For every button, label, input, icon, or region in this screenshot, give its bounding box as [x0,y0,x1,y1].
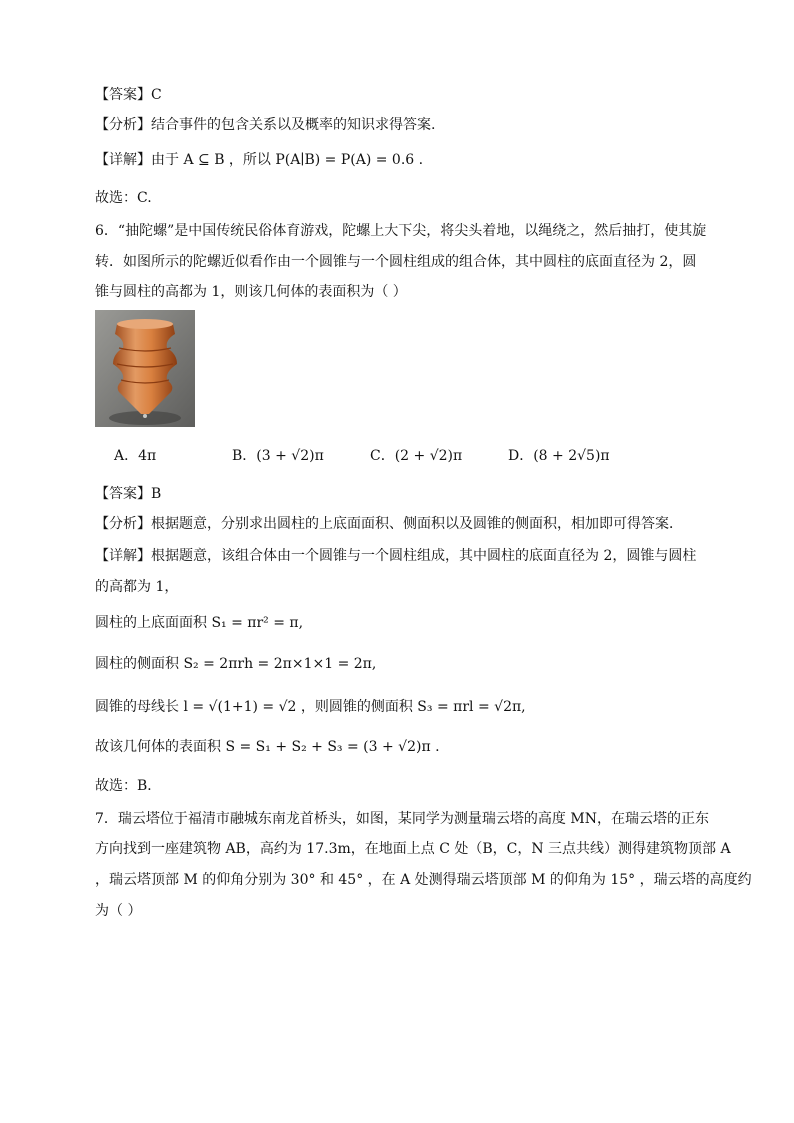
analysis-q6: 【分析】根据题意，分别求出圆柱的上底面面积、侧面积以及圆锥的侧面积，相加即可得答案． [95,516,683,532]
option-a: A．4π [114,448,157,464]
detail-q6-line-2: 的高都为 1， [95,579,179,595]
question-6-options [114,445,704,465]
answer-q6: 【答案】B [95,486,162,502]
option-d: D．(8 + 2√5)π [508,448,610,464]
formula-s1: 圆柱的上底面面积 S₁ = πr² = π, [95,615,304,631]
detail-q6-line-1: 【详解】根据题意，该组合体由一个圆锥与一个圆柱组成，其中圆柱的底面直径为 2，圆锥与圆柱 [95,548,697,564]
formula-s2: 圆柱的侧面积 S₂ = 2πrh = 2π×1×1 = 2π, [95,656,377,672]
formula-s3: 圆锥的母线长 l = √(1+1) = √2 ，则圆锥的侧面积 S₃ = πrl = √2π, [95,699,526,715]
spinning-top-photo [95,310,195,427]
formula-total: 故该几何体的表面积 S = S₁ + S₂ + S₃ = (3 + √2)π . [95,739,440,755]
detail-q5: 【详解】由于 A ⊆ B ，所以 P(A∣B) = P(A) = 0.6 . [95,152,424,168]
question-7-line-2: 方向找到一座建筑物 AB，高约为 17.3m，在地面上点 C 处（B，C，N 三点共线）测得建筑物顶部 A [95,841,731,857]
selection-q6: 故选：B． [95,778,162,794]
question-6-line-1: 6．“抽陀螺”是中国传统民俗体育游戏，陀螺上大下尖，将尖头着地，以绳绕之，然后抽打，使其旋 [95,223,707,239]
option-b: B．(3 + √2)π [232,448,324,464]
analysis-q5: 【分析】结合事件的包含关系以及概率的知识求得答案. [95,117,436,133]
option-c: C．(2 + √2)π [370,448,463,464]
selection-q5: 故选：C. [95,190,152,206]
question-6-line-2: 转．如图所示的陀螺近似看作由一个圆锥与一个圆柱组成的组合体，其中圆柱的底面直径为 2，圆 [95,254,697,270]
question-7-line-1: 7．瑞云塔位于福清市融城东南龙首桥头，如图，某同学为测量瑞云塔的高度 MN，在瑞云塔的正东 [95,811,709,827]
answer-q5: 【答案】C [95,87,162,103]
question-7-line-3: ，瑞云塔顶部 M 的仰角分别为 30° 和 45° ，在 A 处测得瑞云塔顶部 M 的仰角为 15° ，瑞云塔的高度约 [95,872,752,888]
question-7-line-4: 为（ ） [95,903,142,919]
question-6-line-3: 锥与圆柱的高都为 1，则该几何体的表面积为（ ） [95,284,407,300]
